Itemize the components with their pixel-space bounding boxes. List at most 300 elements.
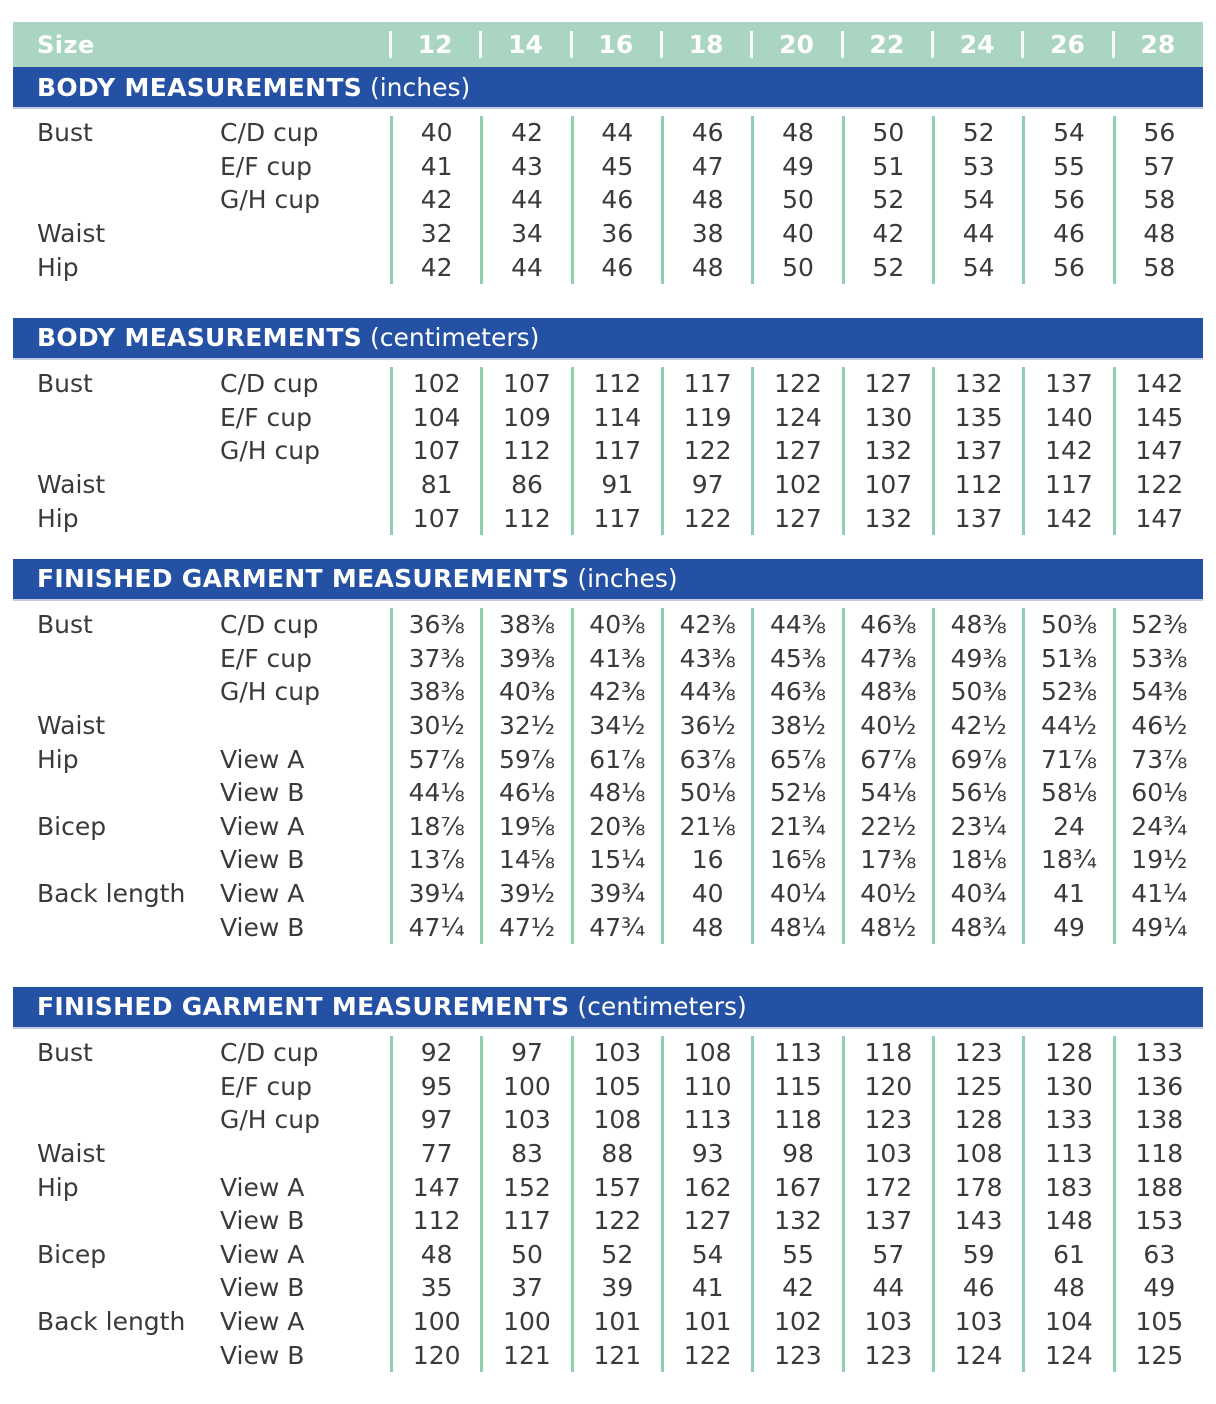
section-header-bar bbox=[13, 67, 1203, 109]
measurement-value: 123 bbox=[842, 1103, 932, 1137]
measurement-value: 51 bbox=[842, 150, 932, 184]
measurement-value: 48½ bbox=[842, 910, 932, 944]
measurement-value: 18⅛ bbox=[932, 843, 1022, 877]
measurement-section bbox=[13, 987, 1203, 1372]
section-rows bbox=[13, 360, 1203, 535]
measurement-value: 41 bbox=[661, 1271, 751, 1305]
measurement-value: 124 bbox=[751, 401, 841, 435]
measurement-value: 93 bbox=[661, 1137, 751, 1171]
measurement-value: 61⅞ bbox=[571, 742, 661, 776]
measurement-value: 42 bbox=[480, 116, 570, 150]
table-row bbox=[13, 742, 1203, 776]
measurement-value: 110 bbox=[661, 1069, 751, 1103]
measurement-value: 157 bbox=[571, 1170, 661, 1204]
sizing-chart bbox=[13, 22, 1203, 1372]
row-sublabel: View A bbox=[220, 878, 305, 908]
measurement-value: 16⅝ bbox=[751, 843, 841, 877]
measurement-value: 37⅜ bbox=[390, 642, 480, 676]
row-label: Hip bbox=[37, 252, 79, 282]
section-header-bar bbox=[13, 987, 1203, 1029]
measurement-value: 117 bbox=[480, 1204, 570, 1238]
measurement-value: 101 bbox=[571, 1305, 661, 1339]
row-sublabel: View A bbox=[220, 1172, 305, 1202]
row-label bbox=[13, 843, 218, 877]
row-sublabel: G/H cup bbox=[220, 677, 320, 707]
measurement-value: 121 bbox=[571, 1338, 661, 1372]
measurement-value: 40 bbox=[390, 116, 480, 150]
measurement-value: 95 bbox=[390, 1069, 480, 1103]
measurement-value: 49 bbox=[751, 150, 841, 184]
measurement-value: 142 bbox=[1022, 434, 1112, 468]
measurement-value: 32½ bbox=[480, 709, 570, 743]
measurement-value: 135 bbox=[932, 401, 1022, 435]
measurement-value: 117 bbox=[571, 434, 661, 468]
size-column-header: 12 bbox=[390, 22, 480, 67]
row-sublabel: C/D cup bbox=[220, 118, 319, 148]
measurement-value: 40¼ bbox=[751, 877, 841, 911]
measurement-value: 167 bbox=[751, 1170, 841, 1204]
size-column-header: 28 bbox=[1113, 22, 1203, 67]
measurement-value: 48 bbox=[1022, 1271, 1112, 1305]
measurement-value: 45 bbox=[571, 150, 661, 184]
measurement-value: 137 bbox=[932, 501, 1022, 535]
table-row bbox=[13, 776, 1203, 810]
measurement-value: 130 bbox=[1022, 1069, 1112, 1103]
measurement-value: 100 bbox=[480, 1069, 570, 1103]
measurement-value: 125 bbox=[932, 1069, 1022, 1103]
row-label bbox=[13, 642, 218, 676]
row-sublabel bbox=[218, 468, 390, 502]
measurement-value: 47¼ bbox=[390, 910, 480, 944]
measurement-section bbox=[13, 318, 1203, 535]
measurement-value: 63⅞ bbox=[661, 742, 751, 776]
measurement-value: 38 bbox=[661, 217, 751, 251]
table-row bbox=[13, 1069, 1203, 1103]
measurement-value: 42 bbox=[390, 183, 480, 217]
measurement-value: 44½ bbox=[1022, 709, 1112, 743]
measurement-value: 21¾ bbox=[751, 810, 841, 844]
measurement-value: 47 bbox=[661, 150, 751, 184]
measurement-value: 46⅛ bbox=[480, 776, 570, 810]
measurement-value: 36½ bbox=[661, 709, 751, 743]
measurement-value: 48 bbox=[751, 116, 841, 150]
measurement-value: 118 bbox=[751, 1103, 841, 1137]
measurement-value: 40½ bbox=[842, 709, 932, 743]
measurement-value: 44 bbox=[571, 116, 661, 150]
measurement-value: 48 bbox=[1113, 217, 1203, 251]
row-label: Bust bbox=[37, 369, 93, 399]
measurement-value: 54 bbox=[932, 250, 1022, 284]
size-column-header: 22 bbox=[842, 22, 932, 67]
measurement-value: 40¾ bbox=[932, 877, 1022, 911]
size-column-header: 26 bbox=[1022, 22, 1112, 67]
measurement-value: 18⅞ bbox=[390, 810, 480, 844]
measurement-value: 107 bbox=[842, 468, 932, 502]
measurement-value: 73⅞ bbox=[1113, 742, 1203, 776]
measurement-value: 55 bbox=[1022, 150, 1112, 184]
table-row bbox=[13, 434, 1203, 468]
measurement-value: 54⅛ bbox=[842, 776, 932, 810]
measurement-value: 60⅛ bbox=[1113, 776, 1203, 810]
measurement-value: 39½ bbox=[480, 877, 570, 911]
measurement-value: 108 bbox=[661, 1036, 751, 1070]
measurement-value: 132 bbox=[932, 367, 1022, 401]
measurement-value: 48¾ bbox=[932, 910, 1022, 944]
measurement-value: 120 bbox=[390, 1338, 480, 1372]
measurement-value: 49 bbox=[1113, 1271, 1203, 1305]
measurement-value: 113 bbox=[751, 1036, 841, 1070]
measurement-value: 107 bbox=[390, 501, 480, 535]
measurement-value: 147 bbox=[1113, 501, 1203, 535]
table-row bbox=[13, 1170, 1203, 1204]
row-sublabel: View A bbox=[220, 744, 305, 774]
measurement-value: 54 bbox=[932, 183, 1022, 217]
measurement-value: 142 bbox=[1113, 367, 1203, 401]
row-label bbox=[13, 150, 218, 184]
table-row bbox=[13, 1137, 1203, 1171]
row-sublabel: View A bbox=[220, 1239, 305, 1269]
measurement-value: 50 bbox=[842, 116, 932, 150]
measurement-value: 122 bbox=[571, 1204, 661, 1238]
measurement-value: 183 bbox=[1022, 1170, 1112, 1204]
measurement-value: 49⅜ bbox=[932, 642, 1022, 676]
measurement-value: 143 bbox=[932, 1204, 1022, 1238]
table-row bbox=[13, 116, 1203, 150]
measurement-value: 48⅛ bbox=[571, 776, 661, 810]
measurement-value: 112 bbox=[480, 434, 570, 468]
measurement-value: 50 bbox=[480, 1237, 570, 1271]
measurement-value: 46 bbox=[661, 116, 751, 150]
size-header-row bbox=[13, 22, 1203, 67]
measurement-value: 107 bbox=[480, 367, 570, 401]
measurement-value: 46 bbox=[932, 1271, 1022, 1305]
measurement-value: 42⅜ bbox=[571, 675, 661, 709]
measurement-value: 148 bbox=[1022, 1204, 1112, 1238]
measurement-value: 119 bbox=[661, 401, 751, 435]
measurement-value: 188 bbox=[1113, 1170, 1203, 1204]
measurement-value: 101 bbox=[661, 1305, 751, 1339]
measurement-value: 112 bbox=[480, 501, 570, 535]
measurement-value: 43 bbox=[480, 150, 570, 184]
row-sublabel bbox=[218, 217, 390, 251]
measurement-value: 152 bbox=[480, 1170, 570, 1204]
row-label bbox=[13, 910, 218, 944]
row-label: Hip bbox=[37, 1172, 79, 1202]
measurement-value: 38½ bbox=[751, 709, 841, 743]
measurement-value: 61 bbox=[1022, 1237, 1112, 1271]
measurement-value: 112 bbox=[932, 468, 1022, 502]
measurement-value: 44⅜ bbox=[751, 608, 841, 642]
measurement-value: 147 bbox=[390, 1170, 480, 1204]
measurement-value: 38⅜ bbox=[480, 608, 570, 642]
measurement-value: 52⅛ bbox=[751, 776, 841, 810]
row-sublabel: G/H cup bbox=[220, 185, 320, 215]
row-label: Back length bbox=[37, 1306, 186, 1336]
measurement-value: 56 bbox=[1113, 116, 1203, 150]
measurement-value: 125 bbox=[1113, 1338, 1203, 1372]
measurement-value: 54⅜ bbox=[1113, 675, 1203, 709]
row-label bbox=[13, 675, 218, 709]
size-column-header: 20 bbox=[751, 22, 841, 67]
measurement-value: 59 bbox=[932, 1237, 1022, 1271]
measurement-value: 100 bbox=[390, 1305, 480, 1339]
size-header-label: Size bbox=[37, 30, 95, 59]
measurement-value: 172 bbox=[842, 1170, 932, 1204]
measurement-value: 58 bbox=[1113, 183, 1203, 217]
measurement-value: 48 bbox=[390, 1237, 480, 1271]
measurement-section bbox=[13, 67, 1203, 284]
measurement-value: 41 bbox=[390, 150, 480, 184]
measurement-value: 105 bbox=[1113, 1305, 1203, 1339]
measurement-value: 43⅜ bbox=[661, 642, 751, 676]
measurement-value: 56⅛ bbox=[932, 776, 1022, 810]
section-title: FINISHED GARMENT MEASUREMENTS bbox=[37, 992, 570, 1022]
measurement-value: 41⅜ bbox=[571, 642, 661, 676]
measurement-value: 19⅝ bbox=[480, 810, 570, 844]
measurement-value: 128 bbox=[1022, 1036, 1112, 1070]
measurement-section bbox=[13, 559, 1203, 944]
measurement-value: 117 bbox=[571, 501, 661, 535]
row-sublabel: View A bbox=[220, 1306, 305, 1336]
measurement-value: 58⅛ bbox=[1022, 776, 1112, 810]
row-label: Waist bbox=[37, 1138, 106, 1168]
measurement-value: 41¼ bbox=[1113, 877, 1203, 911]
section-unit: (inches) bbox=[362, 72, 471, 102]
row-sublabel: E/F cup bbox=[220, 643, 313, 673]
measurement-value: 113 bbox=[661, 1103, 751, 1137]
measurement-value: 137 bbox=[932, 434, 1022, 468]
table-row bbox=[13, 709, 1203, 743]
measurement-value: 52 bbox=[932, 116, 1022, 150]
measurement-value: 162 bbox=[661, 1170, 751, 1204]
row-label bbox=[13, 1069, 218, 1103]
size-column-header: 18 bbox=[661, 22, 751, 67]
section-title: BODY MEASUREMENTS bbox=[37, 323, 363, 353]
table-row bbox=[13, 401, 1203, 435]
measurement-value: 124 bbox=[1022, 1338, 1112, 1372]
measurement-value: 48⅜ bbox=[932, 608, 1022, 642]
section-rows bbox=[13, 109, 1203, 284]
measurement-value: 100 bbox=[480, 1305, 570, 1339]
measurement-value: 39¾ bbox=[571, 877, 661, 911]
measurement-value: 17⅜ bbox=[842, 843, 932, 877]
measurement-value: 138 bbox=[1113, 1103, 1203, 1137]
measurement-value: 44 bbox=[480, 183, 570, 217]
measurement-value: 37 bbox=[480, 1271, 570, 1305]
measurement-value: 38⅜ bbox=[390, 675, 480, 709]
measurement-value: 58 bbox=[1113, 250, 1203, 284]
measurement-value: 19½ bbox=[1113, 843, 1203, 877]
measurement-value: 103 bbox=[932, 1305, 1022, 1339]
measurement-value: 128 bbox=[932, 1103, 1022, 1137]
section-unit: (centimeters) bbox=[362, 323, 540, 353]
measurement-value: 18¾ bbox=[1022, 843, 1112, 877]
measurement-value: 122 bbox=[661, 1338, 751, 1372]
row-label bbox=[13, 1103, 218, 1137]
row-sublabel bbox=[218, 1137, 390, 1171]
measurement-value: 145 bbox=[1113, 401, 1203, 435]
measurement-value: 51⅜ bbox=[1022, 642, 1112, 676]
row-label: Bust bbox=[37, 610, 93, 640]
row-sublabel: C/D cup bbox=[220, 610, 319, 640]
measurement-value: 127 bbox=[661, 1204, 751, 1238]
measurement-value: 105 bbox=[571, 1069, 661, 1103]
measurement-value: 86 bbox=[480, 468, 570, 502]
measurement-value: 137 bbox=[1022, 367, 1112, 401]
measurement-value: 112 bbox=[571, 367, 661, 401]
measurement-value: 44⅛ bbox=[390, 776, 480, 810]
measurement-value: 46 bbox=[1022, 217, 1112, 251]
measurement-value: 49¼ bbox=[1113, 910, 1203, 944]
measurement-value: 22½ bbox=[842, 810, 932, 844]
measurement-value: 24 bbox=[1022, 810, 1112, 844]
section-title: BODY MEASUREMENTS bbox=[37, 72, 363, 102]
measurement-value: 136 bbox=[1113, 1069, 1203, 1103]
row-label: Bust bbox=[37, 1038, 93, 1068]
measurement-value: 53 bbox=[932, 150, 1022, 184]
row-sublabel: C/D cup bbox=[220, 369, 319, 399]
row-label bbox=[13, 401, 218, 435]
row-label: Waist bbox=[37, 470, 106, 500]
measurement-value: 39 bbox=[571, 1271, 661, 1305]
measurement-value: 71⅞ bbox=[1022, 742, 1112, 776]
measurement-value: 102 bbox=[751, 468, 841, 502]
table-row bbox=[13, 1204, 1203, 1238]
table-row bbox=[13, 1271, 1203, 1305]
measurement-value: 47⅜ bbox=[842, 642, 932, 676]
measurement-value: 124 bbox=[932, 1338, 1022, 1372]
measurement-value: 97 bbox=[390, 1103, 480, 1137]
table-row bbox=[13, 675, 1203, 709]
measurement-value: 112 bbox=[390, 1204, 480, 1238]
table-row bbox=[13, 1036, 1203, 1070]
measurement-value: 52⅜ bbox=[1113, 608, 1203, 642]
table-row bbox=[13, 843, 1203, 877]
measurement-value: 102 bbox=[751, 1305, 841, 1339]
row-label: Waist bbox=[37, 711, 106, 741]
measurement-value: 54 bbox=[1022, 116, 1112, 150]
measurement-value: 50 bbox=[751, 250, 841, 284]
measurement-value: 132 bbox=[842, 434, 932, 468]
measurement-value: 46⅜ bbox=[751, 675, 841, 709]
section-unit: (inches) bbox=[569, 564, 678, 594]
measurement-value: 46½ bbox=[1113, 709, 1203, 743]
measurement-value: 57 bbox=[842, 1237, 932, 1271]
table-row bbox=[13, 642, 1203, 676]
measurement-value: 34½ bbox=[571, 709, 661, 743]
row-label bbox=[13, 183, 218, 217]
measurement-value: 50⅜ bbox=[1022, 608, 1112, 642]
measurement-value: 108 bbox=[571, 1103, 661, 1137]
row-sublabel: C/D cup bbox=[220, 1038, 319, 1068]
measurement-value: 127 bbox=[751, 501, 841, 535]
measurement-value: 97 bbox=[480, 1036, 570, 1070]
measurement-value: 102 bbox=[390, 367, 480, 401]
measurement-value: 108 bbox=[932, 1137, 1022, 1171]
table-row bbox=[13, 367, 1203, 401]
measurement-value: 122 bbox=[751, 367, 841, 401]
row-sublabel bbox=[218, 501, 390, 535]
measurement-value: 142 bbox=[1022, 501, 1112, 535]
measurement-value: 47½ bbox=[480, 910, 570, 944]
row-sublabel: E/F cup bbox=[220, 151, 313, 181]
measurement-value: 133 bbox=[1113, 1036, 1203, 1070]
measurement-sections bbox=[13, 67, 1203, 1372]
row-sublabel bbox=[218, 250, 390, 284]
measurement-value: 97 bbox=[661, 468, 751, 502]
row-sublabel: View B bbox=[220, 912, 305, 942]
row-label bbox=[13, 1338, 218, 1372]
section-rows bbox=[13, 1029, 1203, 1372]
measurement-value: 132 bbox=[751, 1204, 841, 1238]
measurement-value: 103 bbox=[842, 1305, 932, 1339]
row-sublabel: View B bbox=[220, 1340, 305, 1370]
row-label bbox=[13, 1204, 218, 1238]
measurement-value: 42 bbox=[842, 217, 932, 251]
measurement-value: 50⅜ bbox=[932, 675, 1022, 709]
table-row bbox=[13, 183, 1203, 217]
measurement-value: 127 bbox=[751, 434, 841, 468]
table-row bbox=[13, 501, 1203, 535]
measurement-value: 103 bbox=[842, 1137, 932, 1171]
measurement-value: 48 bbox=[661, 910, 751, 944]
measurement-value: 35 bbox=[390, 1271, 480, 1305]
measurement-value: 21⅛ bbox=[661, 810, 751, 844]
measurement-value: 40½ bbox=[842, 877, 932, 911]
measurement-value: 103 bbox=[571, 1036, 661, 1070]
measurement-value: 57⅞ bbox=[390, 742, 480, 776]
measurement-value: 42⅜ bbox=[661, 608, 751, 642]
measurement-value: 59⅞ bbox=[480, 742, 570, 776]
measurement-value: 34 bbox=[480, 217, 570, 251]
measurement-value: 123 bbox=[751, 1338, 841, 1372]
measurement-value: 57 bbox=[1113, 150, 1203, 184]
measurement-value: 24¾ bbox=[1113, 810, 1203, 844]
measurement-value: 88 bbox=[571, 1137, 661, 1171]
section-header-bar bbox=[13, 559, 1203, 601]
measurement-value: 121 bbox=[480, 1338, 570, 1372]
measurement-value: 44 bbox=[842, 1271, 932, 1305]
measurement-value: 49 bbox=[1022, 910, 1112, 944]
measurement-value: 127 bbox=[842, 367, 932, 401]
measurement-value: 47¾ bbox=[571, 910, 661, 944]
measurement-value: 50 bbox=[751, 183, 841, 217]
measurement-value: 42½ bbox=[932, 709, 1022, 743]
section-rows bbox=[13, 601, 1203, 944]
measurement-value: 122 bbox=[661, 434, 751, 468]
size-column-header: 24 bbox=[932, 22, 1022, 67]
measurement-value: 123 bbox=[842, 1338, 932, 1372]
measurement-value: 41 bbox=[1022, 877, 1112, 911]
measurement-value: 65⅞ bbox=[751, 742, 841, 776]
row-label: Waist bbox=[37, 219, 106, 249]
measurement-value: 67⅞ bbox=[842, 742, 932, 776]
measurement-value: 48¼ bbox=[751, 910, 841, 944]
section-unit: (centimeters) bbox=[569, 992, 747, 1022]
measurement-value: 81 bbox=[390, 468, 480, 502]
measurement-value: 46⅜ bbox=[842, 608, 932, 642]
measurement-value: 92 bbox=[390, 1036, 480, 1070]
measurement-value: 44⅜ bbox=[661, 675, 751, 709]
measurement-value: 91 bbox=[571, 468, 661, 502]
size-column-header: 14 bbox=[480, 22, 570, 67]
measurement-value: 42 bbox=[390, 250, 480, 284]
row-sublabel: G/H cup bbox=[220, 1105, 320, 1135]
measurement-value: 39⅜ bbox=[480, 642, 570, 676]
measurement-value: 20⅜ bbox=[571, 810, 661, 844]
measurement-value: 137 bbox=[842, 1204, 932, 1238]
row-label: Hip bbox=[37, 503, 79, 533]
